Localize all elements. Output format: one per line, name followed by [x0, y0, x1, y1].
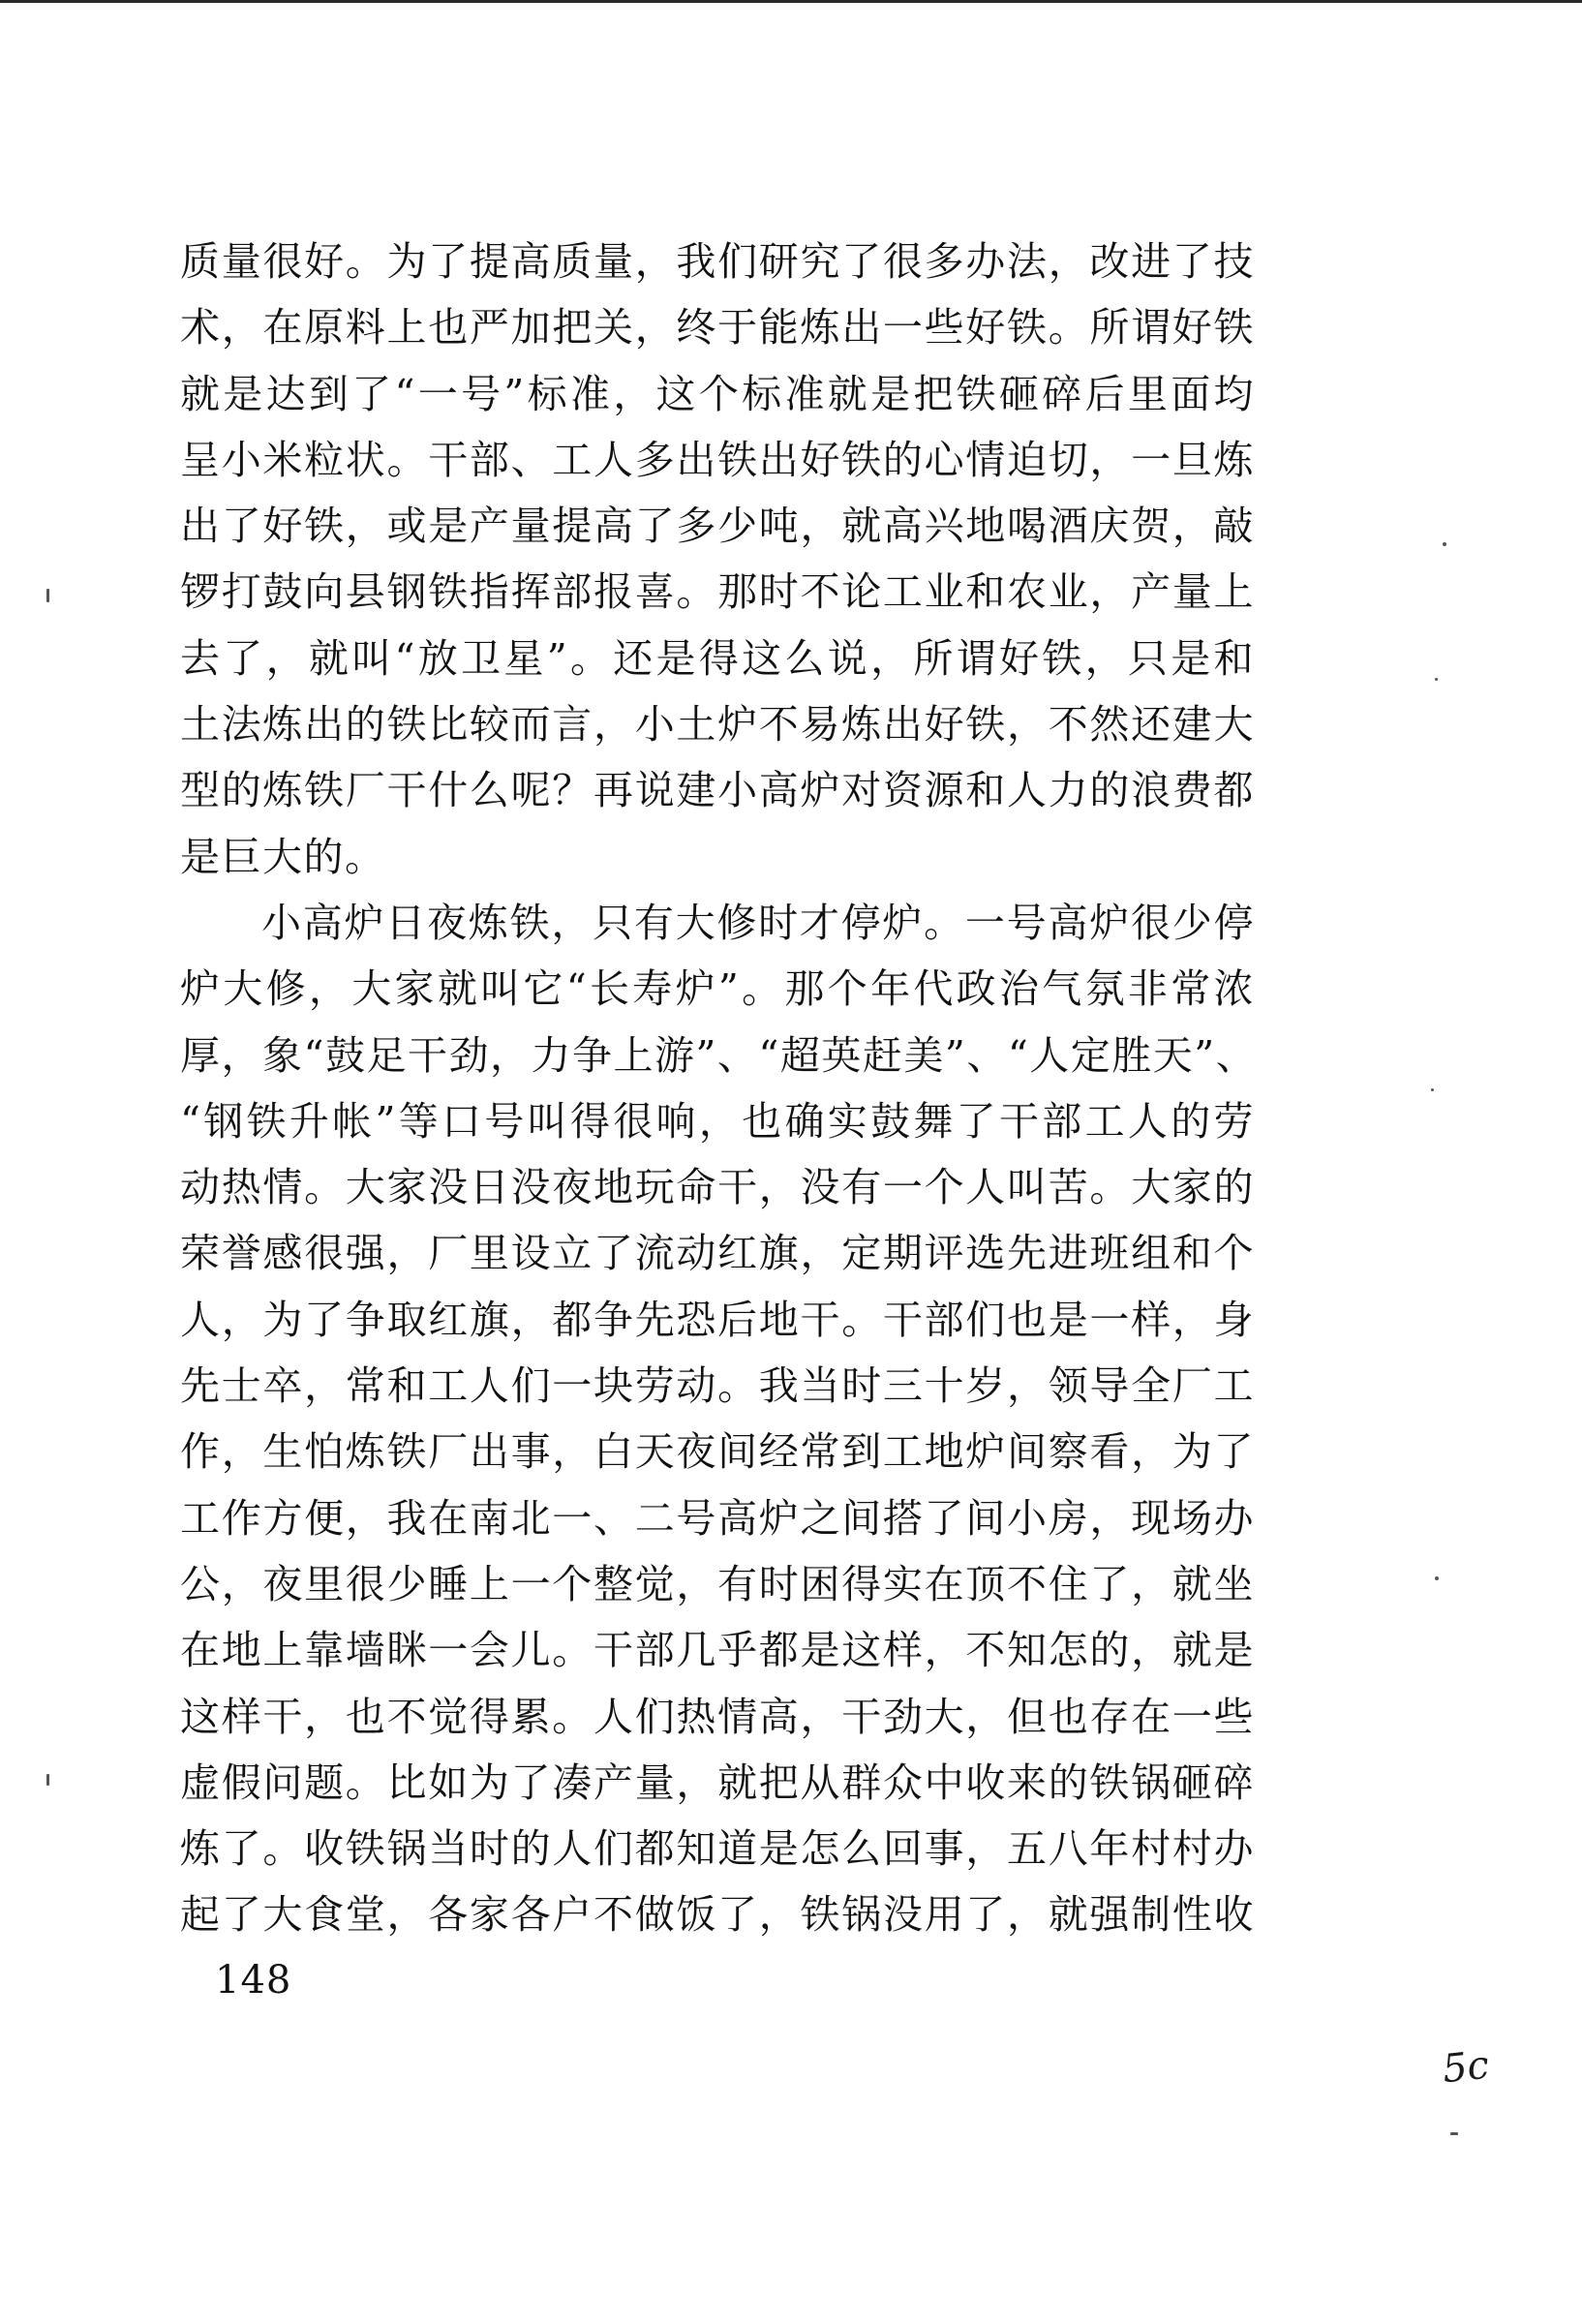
- text-line: 工作方便，我在南北一、二号高炉之间搭了间小房，现场办: [180, 1494, 1255, 1542]
- text-line: 公，夜里很少睡上一个整觉，有时困得实在顶不住了，就坐: [180, 1560, 1255, 1607]
- scan-speck: [46, 589, 49, 602]
- text-line: 这样干，也不觉得累。人们热情高，干劲大，但也存在一些: [180, 1693, 1255, 1740]
- text-line: 术，在原料上也严加把关，终于能炼出一些好铁。所谓好铁: [180, 304, 1255, 352]
- text-line: 作，生怕炼铁厂出事，白天夜间经常到工地炉间察看，为了: [180, 1428, 1255, 1476]
- text-line: 起了大食堂，各家各户不做饭了，铁锅没用了，就强制性收: [180, 1891, 1255, 1939]
- text-line: 炼了。收铁锅当时的人们都知道是怎么回事，五八年村村办: [180, 1825, 1255, 1873]
- text-line: 炉大修，大家就叫它“长寿炉”。那个年代政治气氛非常浓: [180, 965, 1255, 1013]
- text-line: 厚，象“鼓足干劲，力争上游”、“超英赶美”、“人定胜天”、: [180, 1031, 1258, 1079]
- text-line: 出了好铁，或是产量提高了多少吨，就高兴地喝酒庆贺，敲: [180, 503, 1255, 550]
- page-body: [180, 229, 1258, 1948]
- text-line: 动热情。大家没日没夜地玩命干，没有一个人叫苦。大家的: [180, 1164, 1255, 1211]
- text-line: 就是达到了“一号”标准，这个标准就是把铁砸碎后里面均: [180, 370, 1255, 417]
- scan-speck: [1435, 678, 1438, 681]
- scan-speck: [46, 1774, 49, 1786]
- text-line: 先士卒，常和工人们一块劳动。我当时三十岁，领导全厂工: [180, 1362, 1255, 1410]
- scan-speck: [1450, 2132, 1458, 2135]
- handwritten-marginalia: 5c: [1440, 2042, 1492, 2093]
- scan-speck: [1443, 542, 1446, 546]
- scan-speck: [1431, 1088, 1434, 1091]
- text-line: 是巨大的。: [180, 833, 386, 880]
- text-line: 在地上靠墙眯一会儿。干部几乎都是这样，不知怎的，就是: [180, 1627, 1255, 1674]
- scan-speck: [1435, 1576, 1439, 1580]
- text-line: “钢铁升帐”等口号叫得很响，也确实鼓舞了干部工人的劳: [180, 1097, 1255, 1145]
- text-line: 土法炼出的铁比较而言，小土炉不易炼出好铁，不然还建大: [180, 701, 1255, 749]
- text-line: 去了，就叫“放卫星”。还是得这么说，所谓好铁，只是和: [180, 634, 1255, 682]
- text-line: 型的炼铁厂干什么呢？再说建小高炉对资源和人力的浪费都: [180, 767, 1255, 814]
- text-line: 锣打鼓向县钢铁指挥部报喜。那时不论工业和农业，产量上: [180, 568, 1255, 616]
- text-line: 质量很好。为了提高质量，我们研究了很多办法，改进了技: [180, 238, 1255, 285]
- page-number: 148: [215, 1958, 292, 2003]
- scan-top-edge: [0, 0, 1582, 3]
- text-line: 人，为了争取红旗，都争先恐后地干。干部们也是一样，身: [180, 1296, 1255, 1343]
- text-line: 荣誉感很强，厂里设立了流动红旗，定期评选先进班组和个: [180, 1230, 1255, 1277]
- text-line: 呈小米粒状。干部、工人多出铁出好铁的心情迫切，一旦炼: [180, 436, 1255, 483]
- text-line: 虚假问题。比如为了凑产量，就把从群众中收来的铁锅砸碎: [180, 1758, 1255, 1806]
- paragraph-first-line: 小高炉日夜炼铁，只有大修时才停炉。一号高炉很少停: [261, 899, 1255, 946]
